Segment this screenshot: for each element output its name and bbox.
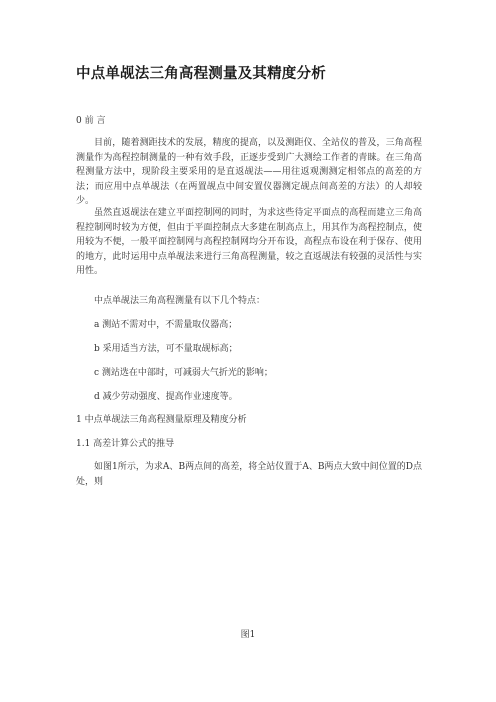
feature-item-d: d 减少劳动强度、提高作业速度等。 [94,392,238,402]
feature-item-c: c 测站选在中部时，可减弱大气折光的影响； [94,368,273,378]
figure-caption: 图1 [240,630,256,640]
paragraph-features-intro: 中点单觇法三角高程测量有以下几个特点： [94,296,266,306]
feature-item-b: b 采用适当方法，可不量取觇标高； [94,344,238,354]
feature-item-a: a 测站不需对中，不需量取仪器高； [94,320,238,330]
section-heading-1-1: 1.1 高差计算公式的推导 [76,439,175,449]
document-title: 中点单觇法三角高程测量及其精度分析 [76,66,326,82]
paragraph-intro: 目前，随着测距技术的发展，精度的提高，以及测距仪、全站仪的普及，三角高程测量作为高程控制测量的一种有效手段，正逐步受到广大测绘工作者的青睐。在三角高程测量方法中，现阶段主要采用的是直返觇法——用往返观测测定相邻点的高差的方法；而应用中点单觇法（在两置觇点中间安置仪器测定觇点间高差的方法）的人却较少。 [76,138,422,207]
paragraph-comparison: 虽然直返觇法在建立平面控制网的同时，为求这些待定平面点的高程而建立三角高程控制网时较为方便，但由于平面控制点大多建在制高点上，用其作为高程控制点，使用较为不便，一般平面控制网与高程控制网均分开布设，高程点布设在利于保存、使用的地方，此时运用中点单觇法来进行三角高程测量，较之直返觇法有较强的灵活性与实用性。 [76,208,422,277]
paragraph-figure-reference: 如图1所示，为求A、B两点间的高差，将全站仪置于A、B两点大致中间位置的D点处，则 [76,462,422,487]
section-heading-intro: 0 前 言 [76,116,106,126]
section-heading-1: 1 中点单觇法三角高程测量原理及精度分析 [76,415,247,425]
